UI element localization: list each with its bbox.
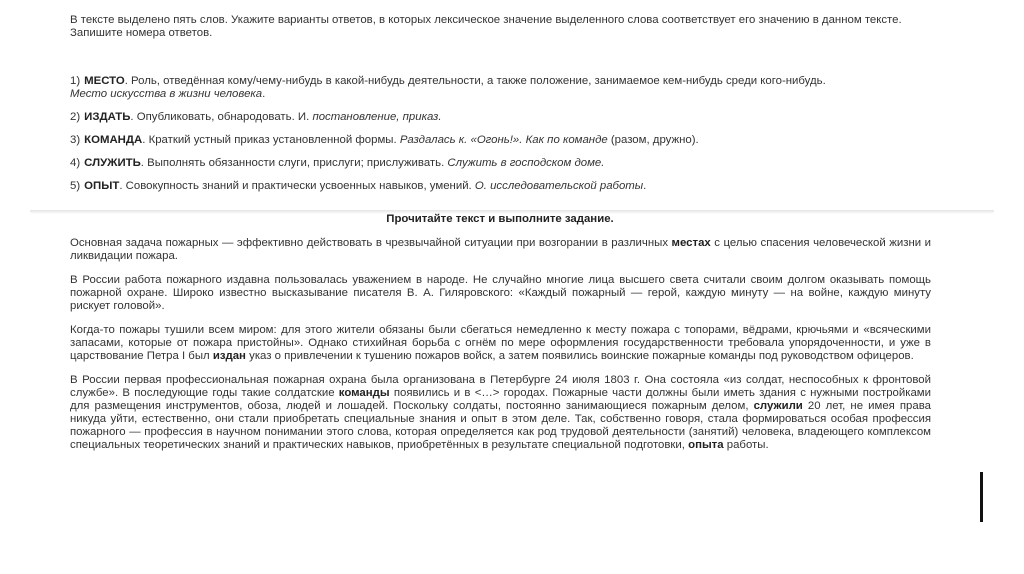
option-5 (70, 180, 950, 193)
option-example: постановление, приказ. (312, 111, 442, 123)
option-word: КОМАНДА (84, 134, 143, 146)
task-slide (0, 0, 1024, 212)
option-example: О. исследовательской работы (474, 180, 644, 192)
option-3 (70, 134, 950, 147)
highlighted-word: издан (212, 350, 246, 362)
paragraph-text: работы. (723, 439, 769, 451)
option-1 (70, 75, 950, 101)
option-4 (70, 157, 950, 170)
reading-text (70, 237, 931, 463)
paragraph-3 (70, 324, 931, 363)
paragraph-text: появились и в <…> городах. Пожарные части должны были иметь здания с нужными постройками для размещения инструментов, обоза, людей и лошадей. Поскольку солдаты, постоянно занимающиеся пожарным делом, (70, 387, 931, 412)
paragraph-4 (70, 374, 931, 452)
highlighted-word: опыта (688, 439, 724, 451)
paragraph-text: Когда-то пожары тушили всем миром: для этого жители обязаны были сбегаться немедленно к месту пожара с топорами, вёдрами, крючьями и «всяческими запасами, которые от пожара пристойны». Однако стихийная борьба с огнём по мере оформления государственности требовала упорядоченности, и уже в царствование Петра I был (70, 324, 931, 362)
highlighted-word: служили (753, 400, 803, 412)
option-example: Место искусства в жизни человека (70, 88, 263, 100)
instruction-text: В тексте выделено пять слов. Укажите варианты ответов, в которых лексическое значение выделенного слова соответствует его значению в данном тексте. Запишите номера ответов. (70, 14, 902, 39)
option-number: 2) (70, 111, 81, 123)
option-definition: . Совокупность знаний и практически усвоенных навыков, умений. (119, 180, 472, 192)
option-tail: . (643, 180, 647, 192)
option-number: 3) (70, 134, 81, 146)
option-tail: (разом, дружно). (610, 134, 699, 146)
paragraph-text: Основная задача пожарных — эффективно действовать в чрезвычайной ситуации при возгорании в различных (70, 237, 672, 249)
paragraph-text: с целью спасения человеческой жизни и ликвидации пожара. (70, 237, 931, 262)
option-number: 5) (70, 180, 81, 192)
option-definition: . Роль, отведённая кому/чему-нибудь в какой-нибудь деятельности, а также положение, занимаемое кем-нибудь среди кого-нибудь. (124, 75, 826, 87)
highlighted-word: местах (671, 237, 711, 249)
option-word: ОПЫТ (84, 180, 120, 192)
paragraph-text: В России первая профессиональная пожарная охрана была организована в Петербурге 24 июля 1803 г. Она состояла «из солдат, неспособных к фронтовой службе». В последующие годы такие солдатские (70, 374, 931, 399)
option-definition: . Краткий устный приказ установленной формы. (142, 134, 397, 146)
option-number: 1) (70, 75, 81, 87)
option-definition: . Опубликовать, обнародовать. И. (130, 111, 310, 123)
highlighted-word: команды (338, 387, 390, 399)
option-word: ИЗДАТЬ (84, 111, 131, 123)
text-cursor-bar (980, 472, 983, 522)
option-example: Служить в господском доме. (447, 157, 605, 169)
option-example: Раздалась к. «Огонь!». Как по команде (399, 134, 608, 146)
paragraph-text: 20 лет, не имея права никуда уйти, естественно, они стали приобретать специальные знания и опыт в этом деле. Так, собственно говоря, стала формироваться особая профессия пожарного — профессия в научном понимании этого слова, которая определяется как род трудовой деятельности (занятий) человека, владеющего комплексом специальных теоретических знаний и практических навыков, приобретённых в результате специальной подготовки, (70, 400, 931, 451)
answer-options (70, 75, 950, 203)
option-number: 4) (70, 157, 81, 169)
option-tail: . (262, 88, 266, 100)
paragraph-2: В России работа пожарного издавна пользовалась уважением в народе. Не случайно многие лица высшего света считали своим долгом оказывать помощь пожарной охране. Широко известно высказывание писателя В. А. Гиляровского: «Каждый пожарный — герой, каждую минуту — на войне, каждую минуту рискует головой». (70, 274, 931, 312)
paragraph-text: указ о привлечении к тушению пожаров войск, а затем появились воинские пожарные команды под руководством офицеров. (245, 350, 914, 362)
option-definition: . Выполнять обязанности слуги, прислуги; прислуживать. (140, 157, 445, 169)
option-2 (70, 111, 950, 124)
option-word: СЛУЖИТЬ (84, 157, 141, 169)
paragraph-1 (70, 237, 931, 263)
option-word: МЕСТО (84, 75, 125, 87)
text-title: Прочитайте текст и выполните задание. (386, 213, 614, 225)
